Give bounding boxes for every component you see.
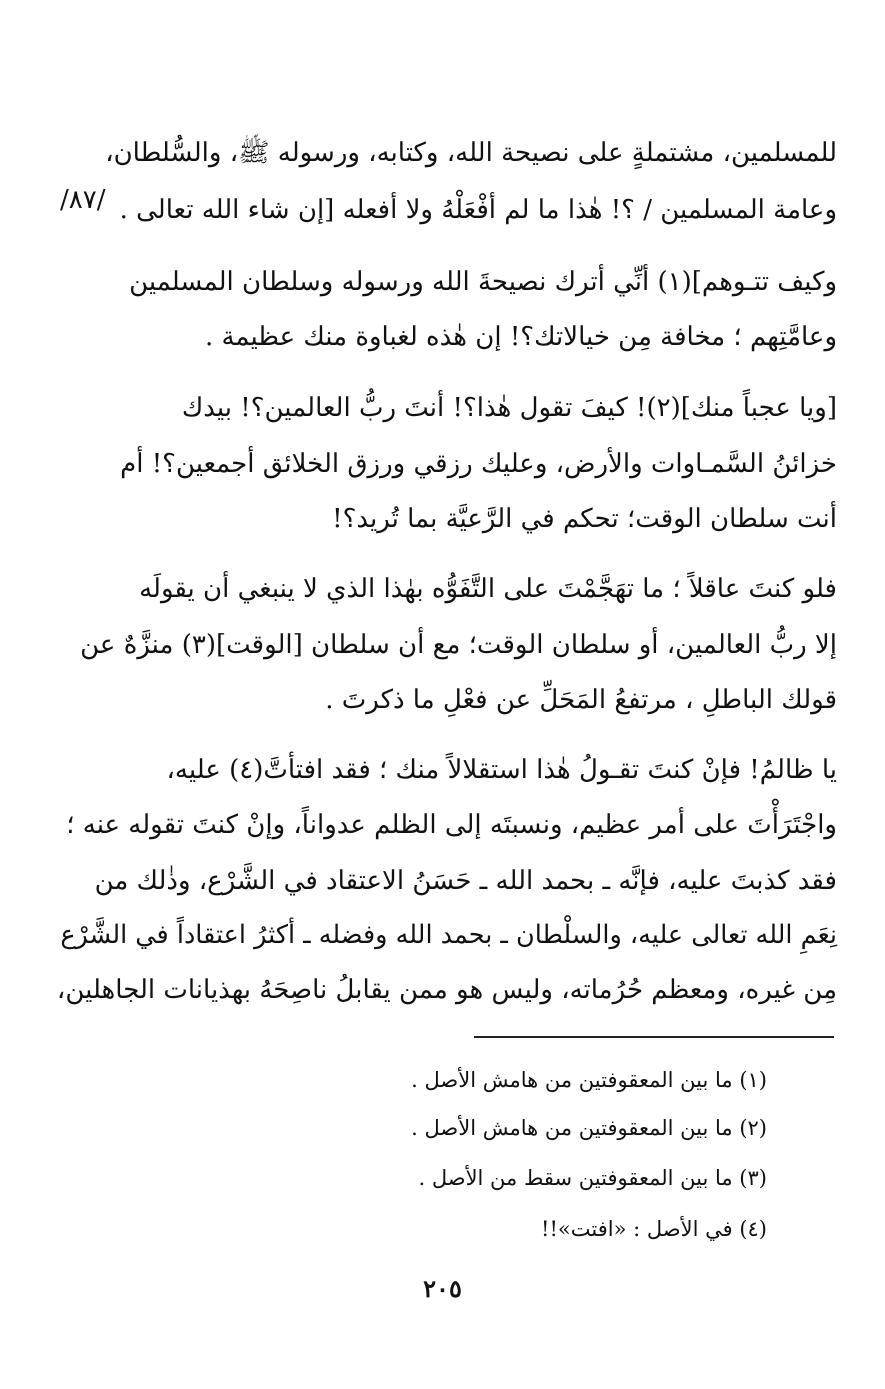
footnote: (١) ما بين المعقوفتين من هامش الأصل . — [411, 1068, 767, 1092]
footnote: (٢) ما بين المعقوفتين من هامش الأصل . — [411, 1116, 767, 1140]
body-line: يا ظالمُ! فإنْ كنتَ تقـولُ هٰذا استقلالاً منك ؛ فقد افتأتَّ(٤) عليه، — [166, 755, 837, 785]
body-line: قولك الباطلِ ، مرتفعُ المَحَلِّ عن فعْلِ ما ذكرتَ . — [325, 685, 837, 715]
page-number: ٢٠٥ — [423, 1274, 462, 1303]
body-line: أنت سلطان الوقت؛ تحكم في الرَّعيَّة بما تُريد؟! — [332, 504, 837, 534]
footnote: (٤) في الأصل : «افتت»!! — [541, 1217, 767, 1241]
body-line: فقد كذبتَ عليه، فإنَّه ـ بحمد الله ـ حَسَنُ الاعتقاد في الشَّرْع، وذٰلك من — [94, 866, 837, 896]
body-line: وعامة المسلمين / ؟! هٰذا ما لم أفْعَلْهُ ولا أفعله [إن شاء الله تعالى . — [119, 195, 837, 225]
margin-page-reference: /٨٧/ — [60, 185, 106, 215]
body-line: للمسلمين، مشتملةٍ على نصيحة الله، وكتابه، ورسوله ﷺ، والسُّلطان، — [105, 138, 837, 168]
body-line: وكيف تتـوهم](١) أنِّي أترك نصيحةَ الله ورسوله وسلطان المسلمين — [129, 267, 837, 297]
body-line: [ويا عجباً منك](٢)! كيفَ تقول هٰذا؟! أنتَ ربُّ العالمين؟! بيدك — [181, 393, 837, 423]
body-line: فلو كنتَ عاقلاً ؛ ما تهَجَّمْتَ على التَّفَوُّه بهٰذا الذي لا ينبغي أن يقولَه — [139, 574, 837, 604]
body-line: مِن غيره، ومعظم حُرُماته، وليس هو ممن يقابلُ ناصِحَهُ بهذيانات الجاهلين، — [56, 975, 837, 1005]
footnote-separator — [474, 1036, 834, 1038]
body-line: واجْتَرَأْتَ على أمر عظيم، ونسبتَه إلى الظلم عدواناً، وإنْ كنتَ تقوله عنه ؛ — [66, 810, 837, 840]
body-line: نِعَمِ الله تعالى عليه، والسلْطان ـ بحمد الله وفضله ـ أكثرُ اعتقاداً في الشَّرْع — [60, 920, 837, 950]
body-line: خزائنُ السَّمـاوات والأرض، وعليك رزقي ورزق الخلائق أجمعين؟! أم — [120, 449, 837, 479]
footnote: (٣) ما بين المعقوفتين سقط من الأصل . — [418, 1166, 767, 1190]
body-line: وعامَّتِهم ؛ مخافة مِن خيالاتك؟! إن هٰذه لغباوة منك عظيمة . — [204, 322, 837, 352]
body-line: إلا ربُّ العالمين، أو سلطان الوقت؛ مع أن سلطان [الوقت](٣) منزَّهٌ عن — [80, 630, 837, 660]
